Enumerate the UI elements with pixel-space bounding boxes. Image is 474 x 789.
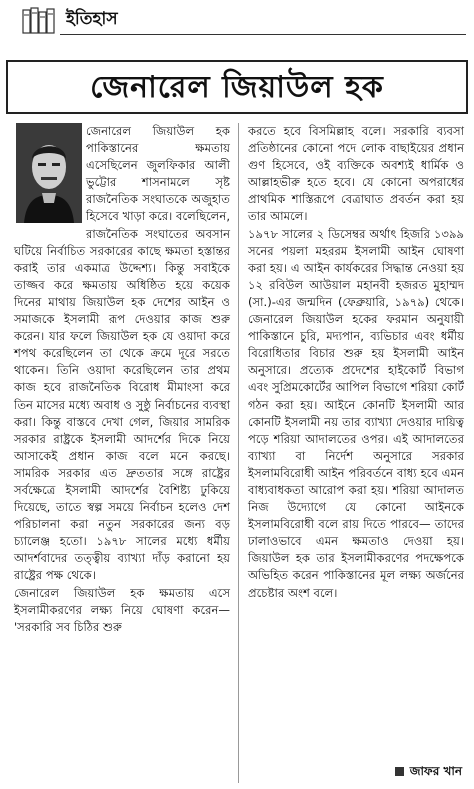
- headline-box: [6, 60, 468, 114]
- books-icon: [22, 6, 56, 34]
- section-label: ইতিহাস: [66, 9, 118, 29]
- article-paragraph: ১৯৭৮ সালের ২ ডিসেম্বর অর্থাৎ হিজরি ১৩৯৯ সনের পয়লা মহররম ইসলামী আইন ঘোষণা করা হয়। এ আইন কার্যকরের সিদ্ধান্ত নেওয়া হয় ১২ রবিউল আউয়াল মহানবী হজরত মুহাম্মদ (সা.)-এর জন্মদিন (ফেব্রুয়ারি, ১৯৭৯) থেকে। জেনারেল জিয়াউল হকের ফরমান অনুযায়ী পাকিস্তানে চুরি, মদ্যপান, ব্যভিচার এবং ধর্মীয় বিরোধিতার বিচার শুরু হয় ইসলামী আইন অনুসারে। প্রত্যেক প্রদেশের হাইকোর্ট বিভাগ এবং সুপ্রিমকোর্টের আপিল বিভাগে শরিয়া কোর্ট গঠন করা হয়। আইনে কোনটি ইসলামী আর কোনটি ইসলামী নয় তার ব্যাখ্যা দেওয়ার দায়িত্ব পড়ে শরিয়া আদালতের ওপর। এই আদালতের ব্যাখ্যা বা নির্দেশ অনুসারে সরকার ইসলামবিরোধী আইন পরিবর্তনে বাধ্য হবে এমন বাধ্যবাধকতা আরোপ করা হয়। শরিয়া আদালত নিজ উদ্যোগে যে কোনো আইনকে ইসলামবিরোধী বলে রায় দিতে পারবে— তাদের ঢালাওভাবে এমন ক্ষমতাও দেওয়া হয়। জিয়াউল হক তার ইসলামীকরণের পদক্ষেপকে অভিহিত করেন পাকিস্তানের মূল লক্ষ্য অর্জনের প্রচেষ্টার অংশ বলে।: [248, 226, 464, 600]
- section-header: [0, 0, 474, 40]
- square-bullet-icon: [395, 767, 404, 776]
- header-divider: [60, 34, 466, 35]
- article-paragraph: জেনারেল জিয়াউল হক ক্ষমতায় এসে ইসলামীকরণের লক্ষ্য নিয়ে ঘোষণা করেন— 'সরকারি সব চিঠির শুরু: [14, 585, 230, 634]
- column-divider: [238, 123, 239, 783]
- article-paragraph: জেনারেল জিয়াউল হক পাকিস্তানের ক্ষমতায় এসেছিলেন জুলফিকার আলী ভুট্টোর শাসনামলে সৃষ্ট রাজনৈতিক সংঘাতকে অজুহাত হিসেবে খাড়া করে। বলেছিলেন, রাজনৈতিক সংঘাতের অবসান ঘটিয়ে নির্বাচিত সরকারের কাছে ক্ষমতা হস্তান্তর করাই তার একমাত্র উদ্দেশ্য। কিন্তু সবাইকে তাজ্জব করে ক্ষমতায় অধিষ্ঠিত হয়ে কয়েক দিনের মাথায় জিয়াউল হক দেশের আইন ও সমাজকে ইসলামী রূপ দেওয়ার কাজ শুরু করেন। যার ফলে জিয়াউল হক যে ওয়াদা করে শপথ করেছিলেন তা থেকে ক্রমে দূরে সরতে থাকেন। তিনি ওয়াদা করেছিলেন তার প্রথম কাজ হবে রাজনৈতিক বিরোধ মীমাংসা করে তিন মাসের মধ্যে অবাধ ও সুষ্ঠু নির্বাচনের ব্যবস্থা করা। কিন্তু বাস্তবে দেখা গেল, জিয়ার সামরিক সরকার রাষ্ট্রকে ইসলামী আদর্শের দিকে নিয়ে আসাকেই প্রধান কাজ বলে মনে করছে। সামরিক সরকার এত দ্রুততার সঙ্গে রাষ্ট্রের সর্বক্ষেত্রে ইসলামী আদর্শের বৈশিষ্ট্য ঢুকিয়ে দিয়েছে, তাতে স্বল্প সময়ে নির্বাচন হলেও দেশ পরিচালনা করা নতুন সরকারের জন্য বড় চ্যালেঞ্জ হতো। ১৯৭৮ সালের মধ্যে ধর্মীয় আদর্শবাদের তত্ত্বীয় ব্যাখ্যা দাঁড় করানো হয় রাষ্ট্রের পক্ষ থেকে।: [14, 124, 230, 583]
- article-paragraph: করতে হবে বিসমিল্লাহ বলে। সরকারি ব্যবসা প্রতিষ্ঠানের কোনো পদে লোক বাছাইয়ের প্রধান গুণ হিসেবে, ওই ব্যক্তিকে অবশ্যই ধার্মিক ও আল্লাহভীরু হতে হবে। যে কোনো অপরাধের প্রাথমিক শাস্তিরূপে বেত্রাঘাত প্রবর্তন করা হয় তার আমলে।: [248, 124, 464, 224]
- author-byline: [395, 762, 462, 780]
- portrait-figure: [16, 123, 82, 223]
- author-name: জাফর খান: [409, 764, 462, 778]
- portrait-photo: [16, 123, 82, 223]
- page-title: জেনারেল জিয়াউল হক: [90, 70, 384, 105]
- article-column-right: [248, 123, 464, 743]
